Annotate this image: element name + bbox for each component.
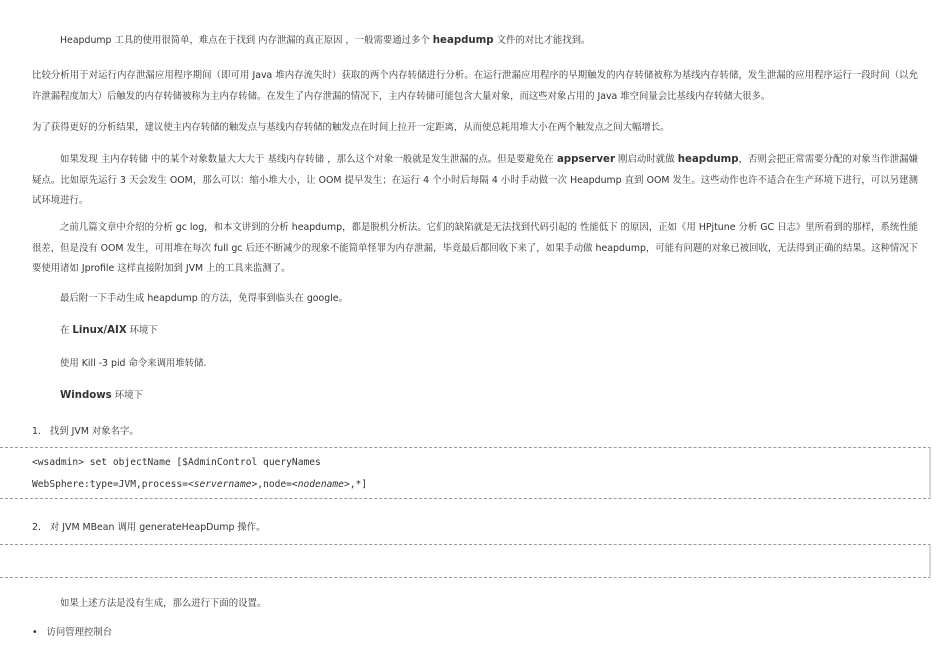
- paragraph-leak-detection: [32, 150, 918, 212]
- code-line-1: <wsadmin> set objectName [$AdminControl queryNames: [32, 457, 321, 468]
- paragraph-advice: 为了获得更好的分析结果，建议使主内存转储的触发点与基线内存转储的触发点在时间上拉开一定距离，从而使总耗用堆大小在两个触发点之间大幅增长。: [32, 122, 670, 133]
- windows-suffix: 环境下: [111, 390, 143, 401]
- linux-prefix: 在: [60, 325, 73, 336]
- leak-text-end: ，否则会把正常需要分配的对象当作泄漏嫌疑点。比如原先运行 3 天会发生 OOM，那么可以：缩小堆大小，让 OOM 提早发生；在运行 4 个小时后每隔 4 小时手动做一次 Heapdump 直到 OOM 发生。这些动作也许不适合在生产环境下进行，可以另建测试环境进行。: [32, 154, 918, 206]
- intro-text-end: 文件的对比才能找到。: [493, 35, 591, 46]
- paragraph-windows: [60, 389, 143, 403]
- bullet-admin-console: [32, 624, 112, 638]
- step-2-number: 2.: [32, 522, 41, 533]
- code-line-2-part-1: WebSphere:type=JVM,process=<: [32, 479, 194, 490]
- bullet-marker: •: [32, 627, 38, 638]
- code-line-2-part-2: >,node=<: [251, 479, 298, 490]
- step-1: [32, 423, 139, 437]
- step-2: [32, 519, 266, 533]
- code-line-2: [32, 479, 367, 490]
- leak-text-mid: 刚启动时就做: [614, 154, 678, 165]
- paragraph-offline-analysis: 之前几篇文章中介绍的分析 gc log，和本文讲到的分析 heapdump，都是脱机分析法。它们的缺陷就是无法找到代码引起的 性能低下 的原因，正如《用 HPjtune 分析 GC 日志》里所看到的那样，系统性能很差，但是没有 OOM 发生，可用堆在每次 full gc 后还不断减少的现象不能简单怪罪为内存泄漏，毕竟最后都回收下来了，如果手动做 heapdump，可能有问题的对象已被回收，无法得到正确的结果。这种情况下要使用诸如 Jprofile 这样直接附加到 JVM 上的工具来监测了。: [32, 222, 918, 274]
- step-1-text: 找到 JVM 对象名字。: [49, 426, 139, 437]
- step-1-number: 1.: [32, 426, 41, 437]
- appserver-emphasis: appserver: [556, 154, 615, 165]
- code-block-1: [0, 447, 931, 499]
- paragraph-comparison: 比较分析用于对运行内存泄漏应用程序期间（即可用 Java 堆内存流失时）获取的两个内存转储进行分析。在运行泄漏应用程序的早期触发的内存转储被称为基线内存转储，发生泄漏的应用程序运行一段时间（以允许泄漏程度加大）后触发的内存转储被称为主内存转储。在发生了内存泄漏的情况下，主内存转储可能包含大量对象，而这些对象占用的 Java 堆空间量会比基线内存转储大很多。: [32, 70, 918, 102]
- leak-text: 如果发现 主内存转储 中的某个对象数量大大大于 基线内存转储 ，那么这个对象一般就是发生泄漏的点。但是要避免在: [60, 154, 557, 165]
- nodename-placeholder: nodename: [297, 479, 344, 490]
- paragraph-intro: [60, 34, 590, 48]
- code-block-2: [0, 544, 931, 578]
- servername-placeholder: servername: [193, 479, 252, 490]
- heapdump-emphasis: heapdump: [432, 35, 494, 46]
- paragraph-kill-command: 使用 Kill -3 pid 命令来调用堆转储.: [60, 358, 207, 369]
- code-line-2-part-3: >,*]: [343, 479, 368, 490]
- linux-aix-label: Linux/AIX: [72, 325, 127, 336]
- heapdump-emphasis-2: heapdump: [677, 154, 739, 165]
- linux-suffix: 环境下: [126, 325, 158, 336]
- paragraph-linux-aix: [60, 324, 158, 338]
- windows-label: Windows: [60, 390, 112, 401]
- paragraph-fallback: 如果上述方法是没有生成，那么进行下面的设置。: [60, 598, 267, 609]
- step-2-text: 对 JVM MBean 调用 generateHeapDump 操作。: [49, 522, 266, 533]
- intro-text: Heapdump 工具的使用很简单，难点在于找到 内存泄漏的真正原因 ，一般需要通过多个: [60, 35, 433, 46]
- bullet-text: 访问管理控制台: [46, 627, 113, 638]
- paragraph-manual-heapdump: 最后附一下手动生成 heapdump 的方法，免得事到临头在 google。: [60, 293, 348, 304]
